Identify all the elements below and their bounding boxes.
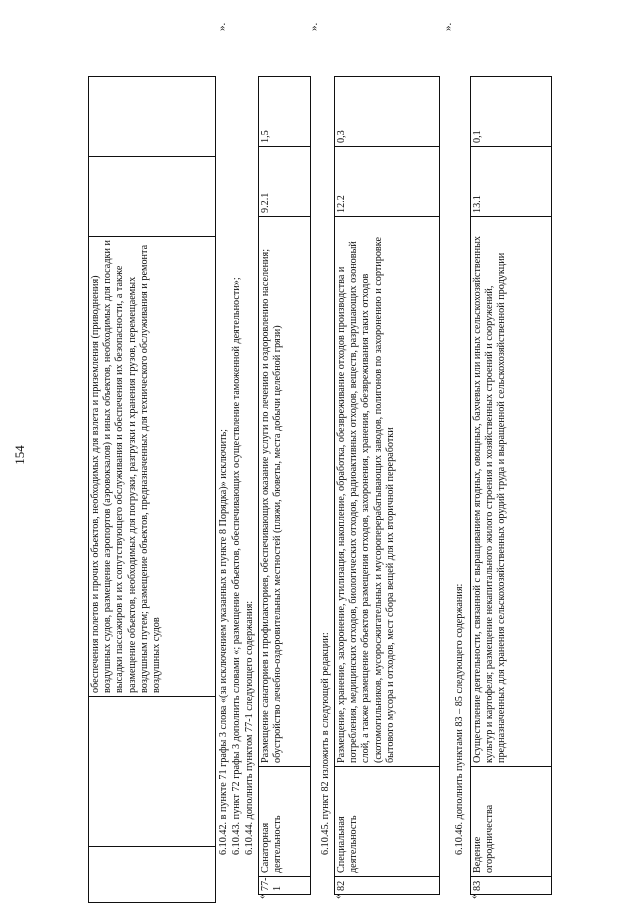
paragraph-6-10-45: 6.10.45. пункт 82 изложить в следующей редакции: — [320, 632, 331, 855]
closing-quote: ». — [442, 22, 454, 31]
table-row — [89, 77, 216, 903]
paragraph-6-10-43: 6.10.43. пункт 72 графы 3 дополнить словами «; размещение объектов, обеспечивающих осуществление таможенной деятельности»; — [231, 277, 242, 855]
cell-number — [89, 847, 216, 903]
row-82-table — [334, 76, 440, 895]
closing-quote: ». — [216, 22, 228, 31]
cell-code: 12.2 — [335, 147, 440, 217]
opening-quote: « — [332, 893, 344, 899]
cell-activity-name: Специальная деятельность — [335, 767, 440, 877]
cell-coefficient: 0,1 — [471, 77, 552, 147]
paragraph-6-10-42: 6.10.42. в пункте 71 графы 3 слова «(за исключением указанных в пункте 8 Порядка)» исключить; — [218, 429, 229, 855]
continuation-table — [88, 76, 216, 903]
cell-activity-name: Санаторная деятельность — [259, 767, 311, 877]
opening-quote: « — [468, 893, 480, 899]
closing-quote: ». — [308, 22, 320, 31]
row-77-1-table — [258, 76, 311, 895]
cell-code — [89, 157, 216, 237]
cell-code: 13.1 — [471, 147, 552, 217]
paragraph-6-10-46: 6.10.46. дополнить пунктами 83 – 85 следующего содержания: — [454, 583, 465, 855]
page-number: 154 — [12, 445, 27, 465]
paragraph-6-10-44: 6.10.44. дополнить пунктом 77-1 следующего содержания: — [244, 600, 255, 855]
cell-coefficient: 0,3 — [335, 77, 440, 147]
cell-description: Осуществление деятельности, связанной с выращиванием ягодных, овощных, бахчевых или иных сельскохозяйственных культур и картофеля; размещение некапитального жилого строения и хозяйственных строений и сооружений, предназначенных для хранения сельскохозяйственных орудий труда и выращенной сельскохозяйственной продукции — [471, 217, 552, 767]
cell-activity-name — [89, 697, 216, 847]
row-83-table — [470, 76, 552, 895]
cell-code: 9.2.1 — [259, 147, 311, 217]
cell-number: 82 — [335, 877, 440, 895]
cell-number: 83 — [471, 877, 552, 895]
table-row — [335, 77, 440, 895]
table-row — [471, 77, 552, 895]
cell-number: 77-1 — [259, 877, 311, 895]
cell-coefficient: 1,5 — [259, 77, 311, 147]
opening-quote: « — [256, 893, 268, 899]
cell-coefficient — [89, 77, 216, 157]
cell-activity-name: Ведение огородничества — [471, 767, 552, 877]
cell-description: Размещение, хранение, захоронение, утилизация, накопление, обработка, обезвреживание отходов производства и потребления, медицинских отходов, биологических отходов, радиоактивных отходов, веществ, разрушающих озоновый слой, а также размещение объектов размещения отходов, захоронения, хранения, обезвреживания таких отходов (скотомогильников, мусоросжигательных и мусороперерабатывающих заводов, полигонов по захоронению и сортировке бытового мусора и отходов, мест сбора вещей для их вторичной переработки — [335, 217, 440, 767]
cell-description: Размещение санаториев и профилакториев, обеспечивающих оказание услуги по лечению и оздоровлению населения; обустройство лечебно-оздоровительных местностей (пляжи, бюветы, места добычи целебной грязи) — [259, 217, 311, 767]
table-row — [259, 77, 311, 895]
cell-description: обеспечения полетов и прочих объектов, необходимых для взлета и приземления (приводнения) воздушных судов, размещение аэропортов (аэровокзалов) и иных объектов, необходимых для посадки и высадки пассажиров и их сопутствующего обслуживания и обеспечения их безопасности, а также размещение объектов, необходимых для погрузки, разгрузки и хранения грузов, перемещаемых воздушным путем; размещение объектов, предназначенных для технического обслуживания и ремонта воздушных судов — [89, 237, 216, 697]
